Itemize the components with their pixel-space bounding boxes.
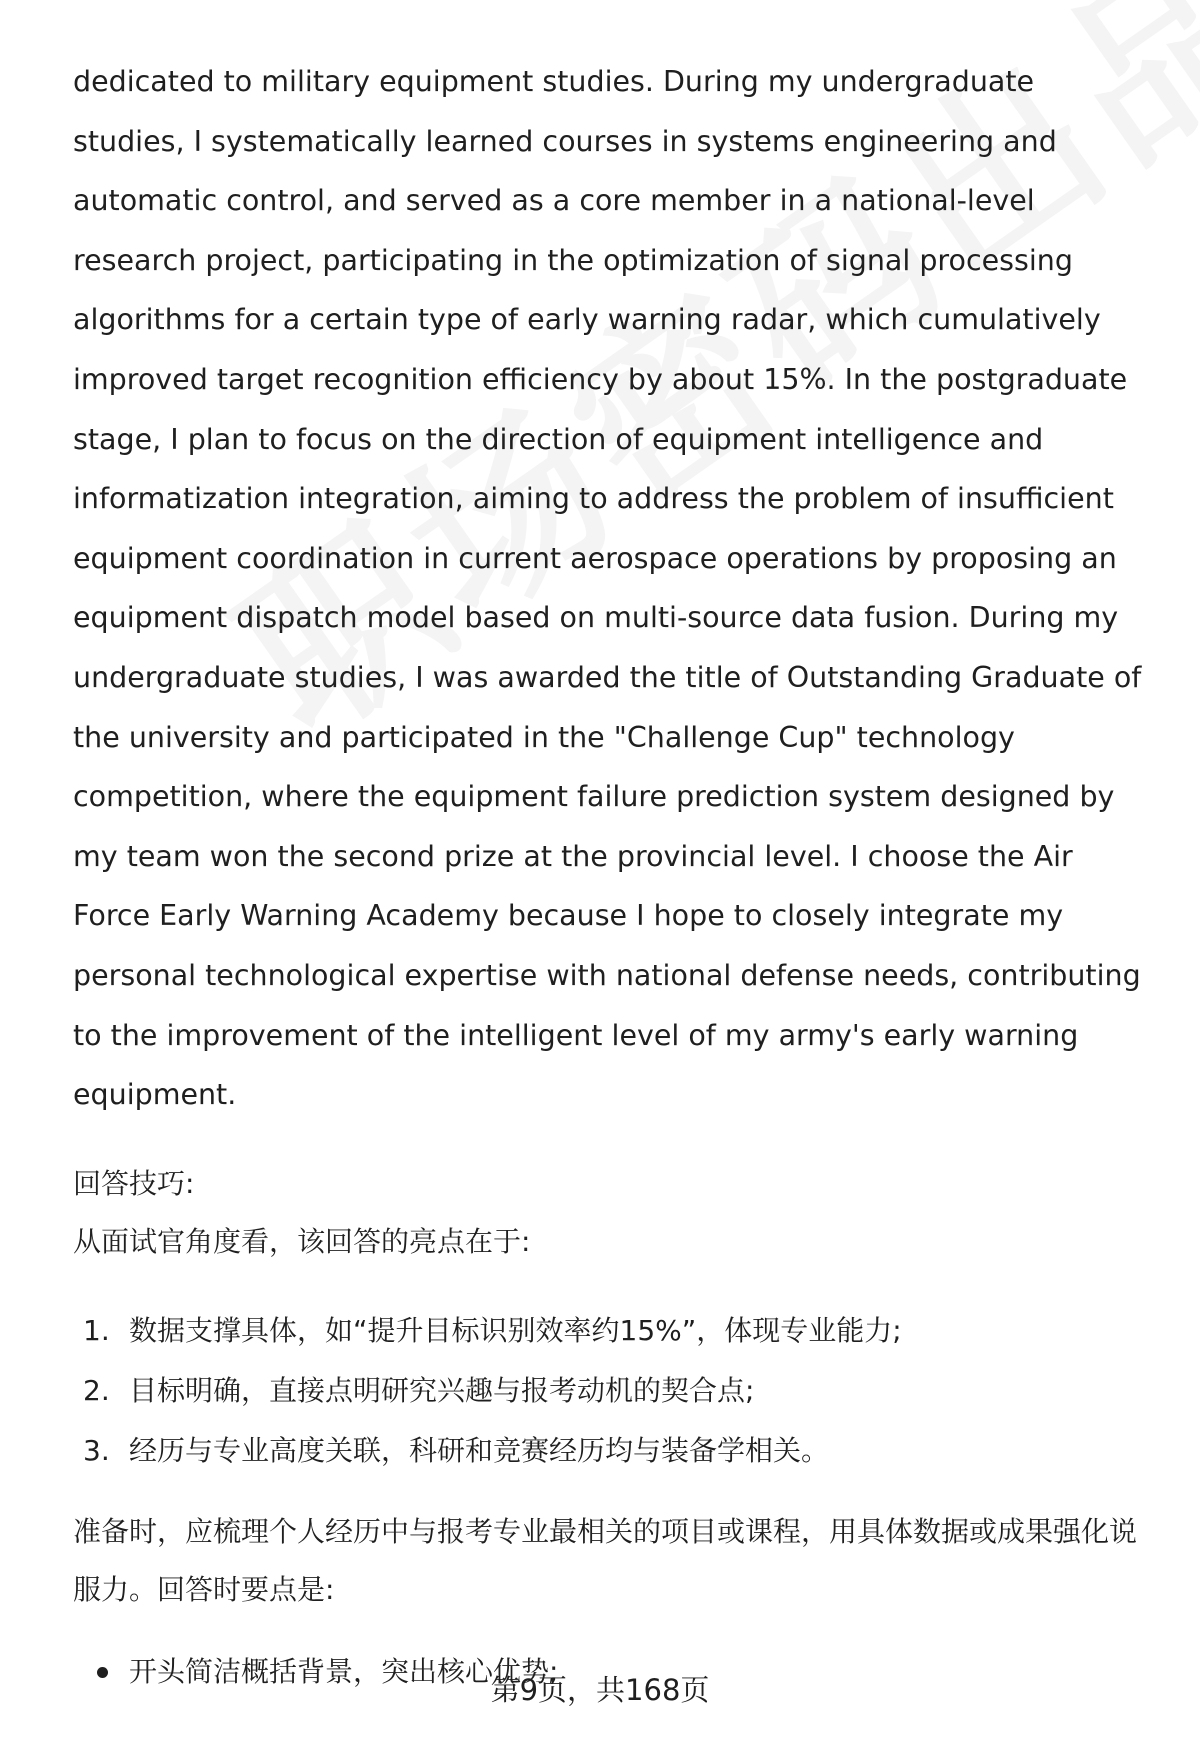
list-item xyxy=(73,1301,1153,1361)
answer-paragraph: dedicated to military equipment studies. During my undergraduate studies, I systematically learned courses in systems engineering and automatic control, and served as a core member in a national-level research project, participating in the optimization of signal processing algorithms for a certain type of early warning radar, which cumulatively improved target recognition efficiency by about 15%. In the postgraduate stage, I plan to focus on the direction of equipment intelligence and informatization integration, aiming to address the problem of insufficient equipment coordination in current aerospace operations by proposing an equipment dispatch model based on multi-source data fusion. During my undergraduate studies, I was awarded the title of Outstanding Graduate of the university and participated in the "Challenge Cup" technology competition, where the equipment failure prediction system designed by my team won the second prize at the provincial level. I choose the Air Force Early Warning Academy because I hope to closely integrate my personal technological expertise with national defense needs, contributing to the improvement of the intelligent level of my army's early warning equipment. xyxy=(73,65,1142,1112)
tips-heading: 回答技巧: xyxy=(73,1166,195,1200)
list-number: 2. xyxy=(83,1373,110,1407)
list-number: 3. xyxy=(83,1433,110,1467)
page-content xyxy=(73,52,1153,1701)
page-number: 第9页，共168页 xyxy=(490,1673,710,1707)
list-item xyxy=(73,1361,1153,1421)
preparation-paragraph: 准备时，应梳理个人经历中与报考专业最相关的项目或课程，用具体数据或成果强化说服力。回答时要点是: xyxy=(73,1514,1138,1606)
list-item xyxy=(73,1421,1153,1481)
list-item-text: 数据支撑具体，如“提升目标识别效率约15%”，体现专业能力; xyxy=(129,1313,902,1347)
list-number: 1. xyxy=(83,1313,110,1347)
tips-intro: 从面试官角度看，该回答的亮点在于: xyxy=(73,1224,531,1258)
list-item-text: 经历与专业高度关联，科研和竞赛经历均与装备学相关。 xyxy=(129,1433,830,1467)
highlights-list xyxy=(73,1301,1153,1481)
list-item-text: 开头简洁概括背景，突出核心优势; xyxy=(129,1654,559,1688)
list-item-text: 目标明确，直接点明研究兴趣与报考动机的契合点; xyxy=(129,1373,755,1407)
